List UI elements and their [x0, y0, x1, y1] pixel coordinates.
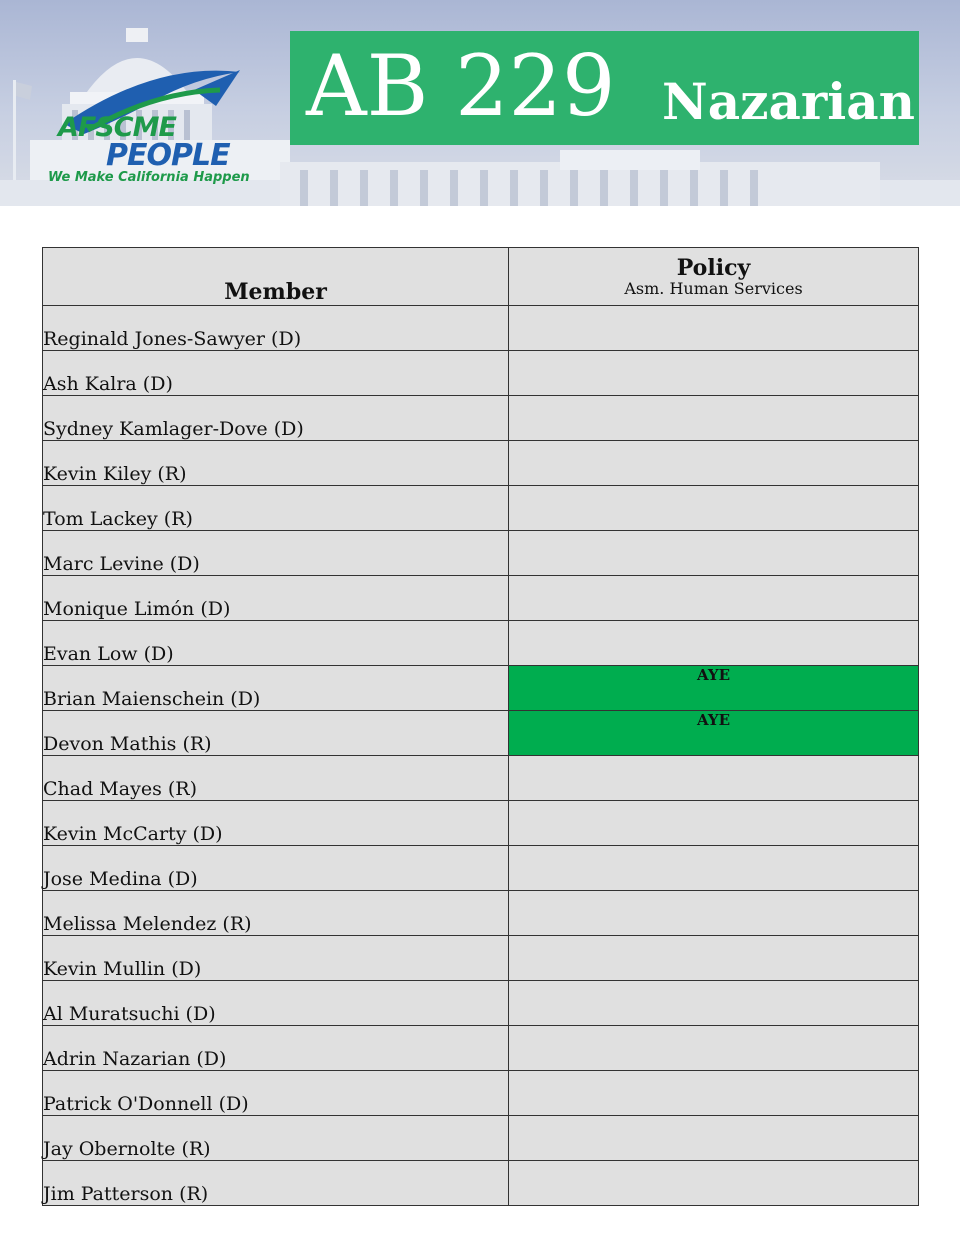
logo-people-text: PEOPLE — [106, 138, 230, 173]
table-row — [43, 801, 919, 846]
afscme-people-logo — [44, 62, 274, 192]
header-banner — [0, 0, 960, 206]
vote-cell — [509, 846, 919, 891]
table-row — [43, 1026, 919, 1071]
vote-cell — [509, 486, 919, 531]
table-row — [43, 1161, 919, 1206]
table-row — [43, 486, 919, 531]
vote-cell — [509, 351, 919, 396]
member-name-cell: Adrin Nazarian (D) — [43, 1026, 509, 1071]
vote-cell — [509, 1161, 919, 1206]
table-row — [43, 621, 919, 666]
vote-cell — [509, 1071, 919, 1116]
member-name-cell: Sydney Kamlager-Dove (D) — [43, 396, 509, 441]
table-header-row — [43, 248, 919, 306]
table-row — [43, 666, 919, 711]
vote-cell — [509, 441, 919, 486]
member-name-cell: Tom Lackey (R) — [43, 486, 509, 531]
bill-number: AB 229 — [306, 37, 616, 135]
vote-cell — [509, 756, 919, 801]
vote-cell — [509, 891, 919, 936]
table-row — [43, 981, 919, 1026]
vote-cell — [509, 576, 919, 621]
table-row — [43, 936, 919, 981]
vote-cell — [509, 801, 919, 846]
committee-column-header — [509, 248, 919, 306]
table-row — [43, 351, 919, 396]
table-row — [43, 891, 919, 936]
bill-title-box — [290, 31, 919, 145]
table-row — [43, 711, 919, 756]
member-name-cell: Chad Mayes (R) — [43, 756, 509, 801]
committee-title: Policy — [676, 254, 751, 281]
member-name-cell: Patrick O'Donnell (D) — [43, 1071, 509, 1116]
table-row — [43, 396, 919, 441]
table-row — [43, 576, 919, 621]
vote-cell: AYE — [509, 666, 919, 711]
vote-cell — [509, 306, 919, 351]
member-name-cell: Evan Low (D) — [43, 621, 509, 666]
member-name-cell: Reginald Jones-Sawyer (D) — [43, 306, 509, 351]
member-name-cell: Jim Patterson (R) — [43, 1161, 509, 1206]
member-name-cell: Melissa Melendez (R) — [43, 891, 509, 936]
member-name-cell: Monique Limón (D) — [43, 576, 509, 621]
vote-cell — [509, 981, 919, 1026]
member-name-cell: Jay Obernolte (R) — [43, 1116, 509, 1161]
table-row — [43, 306, 919, 351]
vote-cell — [509, 621, 919, 666]
member-name-cell: Marc Levine (D) — [43, 531, 509, 576]
vote-cell — [509, 936, 919, 981]
member-name-cell: Jose Medina (D) — [43, 846, 509, 891]
vote-cell: AYE — [509, 711, 919, 756]
member-name-cell: Ash Kalra (D) — [43, 351, 509, 396]
table-row — [43, 441, 919, 486]
vote-cell — [509, 396, 919, 441]
table-row — [43, 531, 919, 576]
vote-table-body — [43, 306, 919, 1206]
table-row — [43, 846, 919, 891]
committee-name: Asm. Human Services — [624, 278, 803, 298]
logo-tagline: We Make California Happen — [48, 170, 250, 185]
table-row — [43, 1116, 919, 1161]
bill-author: Nazarian — [662, 72, 915, 131]
table-row — [43, 756, 919, 801]
vote-cell — [509, 531, 919, 576]
member-name-cell: Brian Maienschein (D) — [43, 666, 509, 711]
table-row — [43, 1071, 919, 1116]
member-name-cell: Devon Mathis (R) — [43, 711, 509, 756]
member-column-header: Member — [43, 248, 509, 306]
member-name-cell: Kevin Mullin (D) — [43, 936, 509, 981]
logo-afscme-text: AFSCME — [58, 112, 176, 143]
member-name-cell: Al Muratsuchi (D) — [43, 981, 509, 1026]
member-name-cell: Kevin McCarty (D) — [43, 801, 509, 846]
member-name-cell: Kevin Kiley (R) — [43, 441, 509, 486]
vote-cell — [509, 1026, 919, 1071]
vote-cell — [509, 1116, 919, 1161]
vote-table — [42, 247, 919, 1206]
